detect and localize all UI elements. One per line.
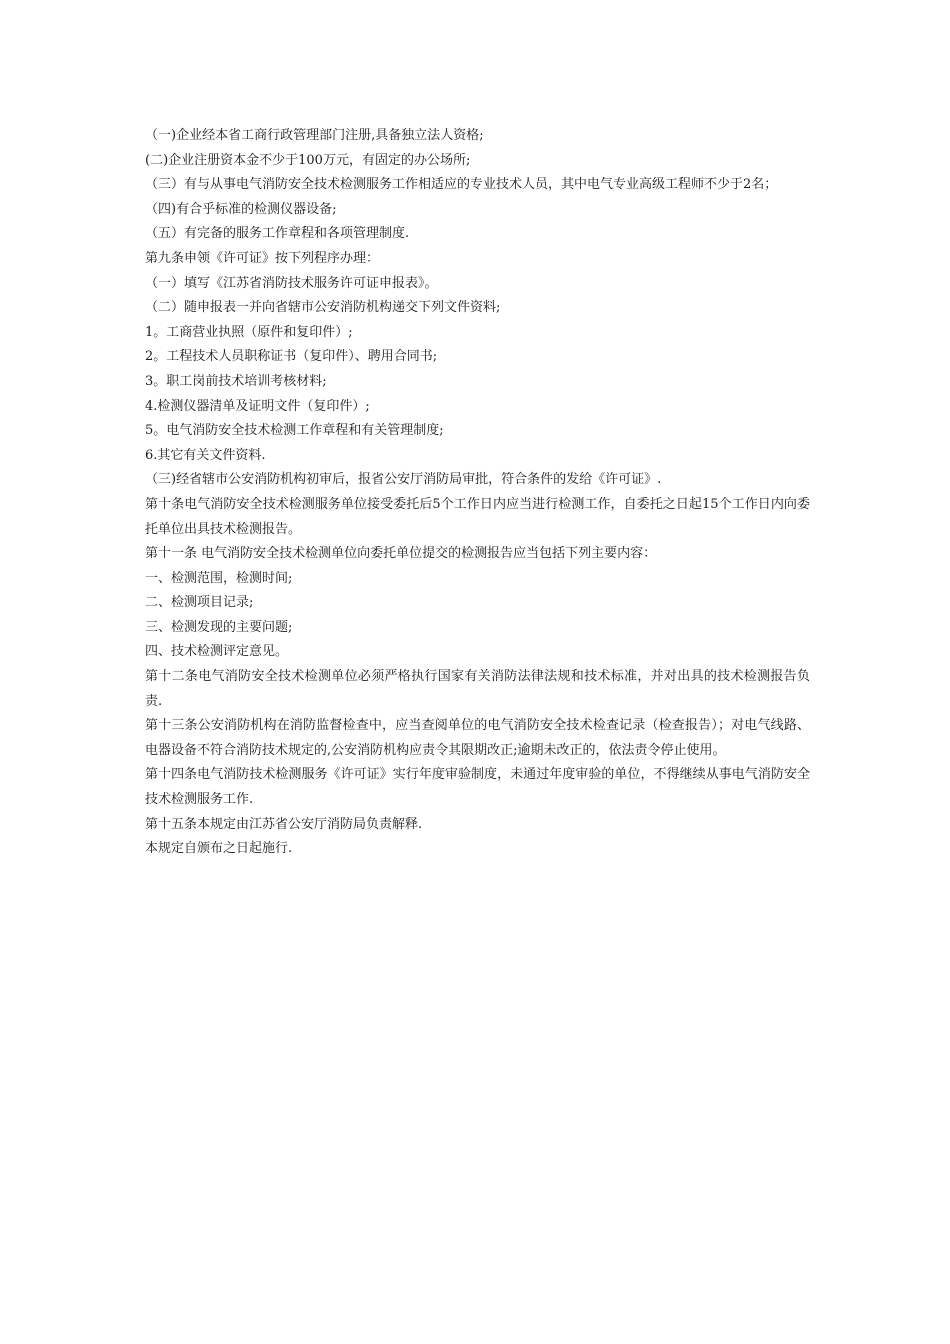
article-11: 第十一条 电气消防安全技术检测单位向委托单位提交的检测报告应当包括下列主要内容：	[145, 546, 657, 562]
list-item: 1。工商营业执照（原件和复印件）;	[145, 324, 353, 340]
list-item: 6.其它有关文件资料.	[145, 447, 266, 463]
list-item: 2。工程技术人员职称证书（复印件）、聘用合同书;	[145, 349, 438, 365]
clause-paragraph: （三）有与从事电气消防安全技术检测服务工作相适应的专业技术人员，其中电气专业高级工程师不少于2名；	[145, 177, 778, 193]
article-10: 第十条电气消防安全技术检测服务单位接受委托后5个工作日内应当进行检测工作，自委托之日起15个工作日内向委托单位出具技术检测报告。	[145, 496, 810, 537]
clause-paragraph: （一)企业经本省工商行政管理部门注册,具备独立法人资格;	[145, 128, 484, 143]
article-14: 第十四条电气消防技术检测服务《许可证》实行年度审验制度，未通过年度审验的单位，不得继续从事电气消防安全技术检测服务工作.	[145, 767, 810, 808]
list-item: 三、检测发现的主要问题;	[145, 619, 293, 635]
clause-paragraph: （二）随申报表一并向省辖市公安消防机构递交下列文件资料;	[145, 300, 501, 316]
article-13: 第十三条公安消防机构在消防监督检查中，应当查阅单位的电气消防安全技术检查记录（检查报告）；对电气线路、电器设备不符合消防技术规定的,公安消防机构应责令其限期改正;逾期未改正的，依法责令停止使用。	[145, 718, 810, 758]
article-15: 第十五条本规定由江苏省公安厅消防局负责解释.	[145, 816, 423, 832]
clause-paragraph: (二)企业注册资本金不少于100万元，有固定的办公场所;	[145, 152, 471, 168]
effective-date-clause: 本规定自颁布之日起施行.	[145, 841, 293, 857]
list-item: 一、检测范围，检测时间;	[145, 570, 293, 586]
list-item: 5。电气消防安全技术检测工作章程和有关管理制度;	[145, 423, 444, 439]
article-9-heading: 第九条申领《许可证》按下列程序办理：	[145, 250, 380, 266]
clause-paragraph: （四)有合乎标准的检测仪器设备;	[145, 201, 337, 217]
clause-paragraph: （五）有完备的服务工作章程和各项管理制度.	[145, 226, 410, 242]
list-item: 3。职工岗前技术培训考核材料;	[145, 373, 327, 389]
clause-paragraph: （一）填写《江苏省消防技术服务许可证申报表》。	[145, 275, 438, 291]
list-item: 四、技术检测评定意见。	[145, 644, 289, 660]
clause-paragraph: （三)经省辖市公安消防机构初审后，报省公安厅消防局审批，符合条件的发给《许可证》.	[145, 472, 662, 488]
article-12: 第十二条电气消防安全技术检测单位必须严格执行国家有关消防法律法规和技术标准，并对出具的技术检测报告负责.	[145, 669, 810, 709]
list-item: 二、检测项目记录;	[145, 595, 254, 611]
list-item: 4.检测仪器清单及证明文件（复印件）;	[145, 398, 370, 414]
document-body	[145, 124, 810, 862]
